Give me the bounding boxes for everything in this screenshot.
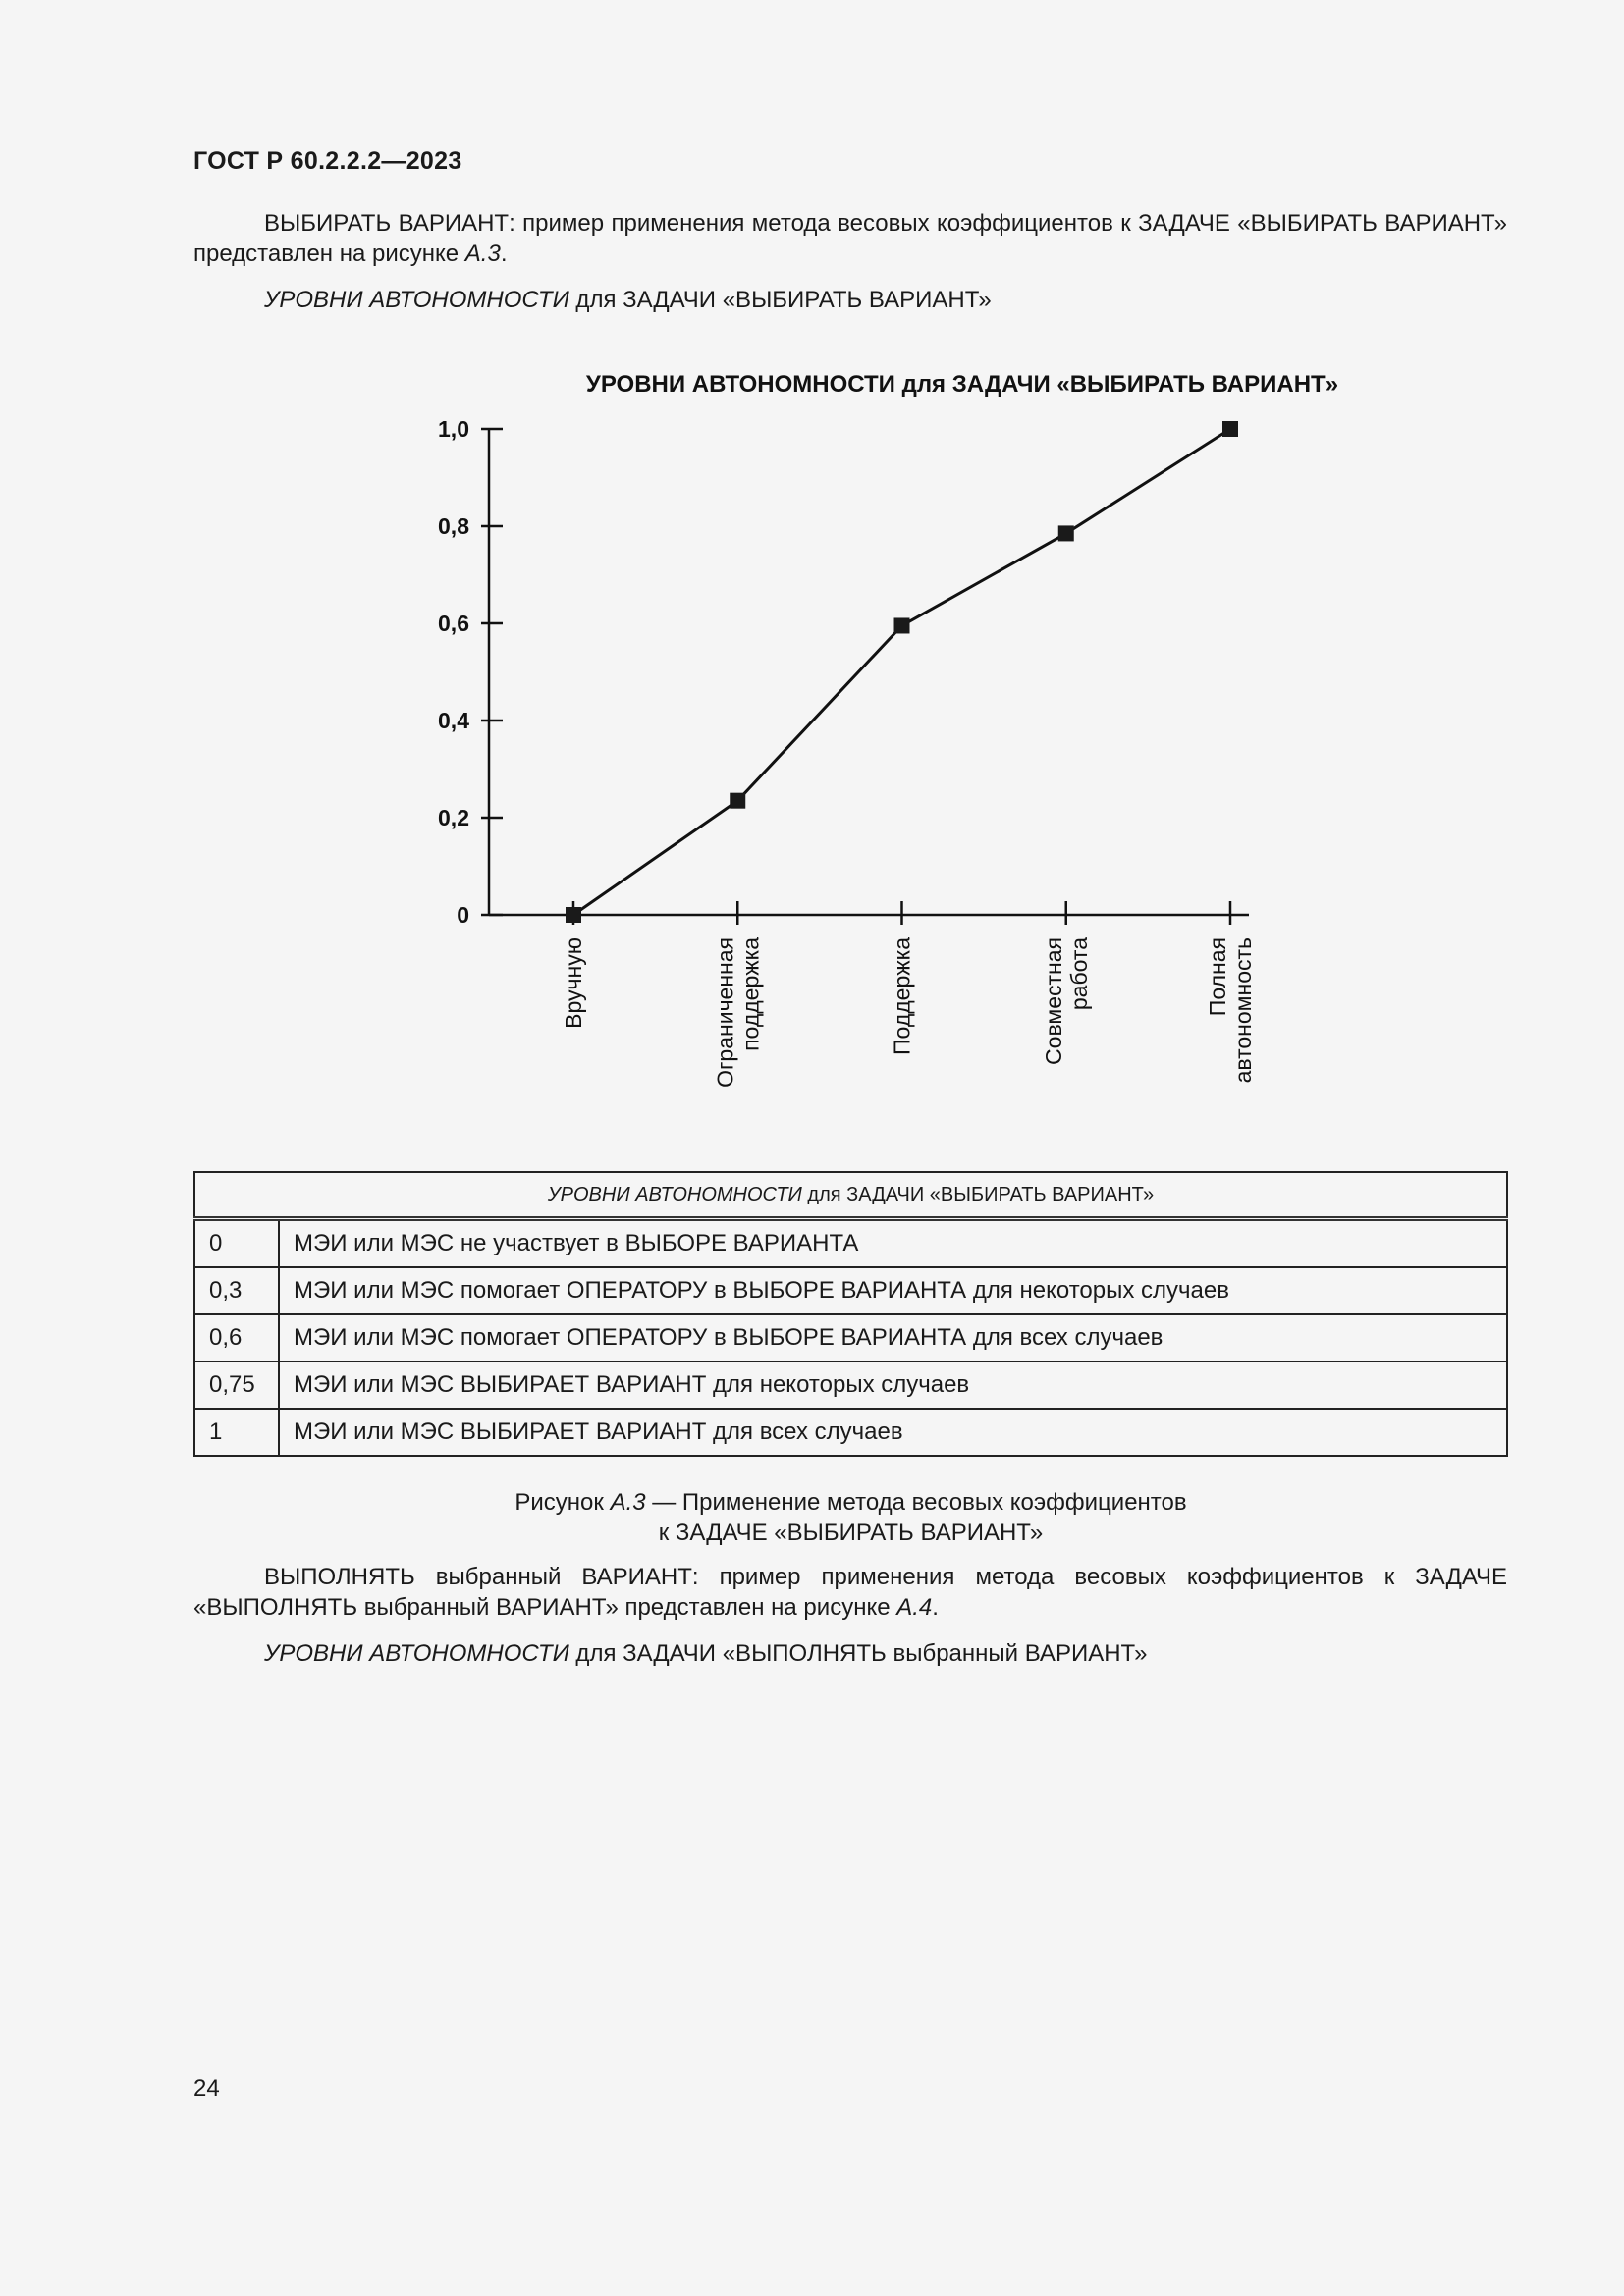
intro-text-end: . [500, 240, 508, 267]
y-axis-ticks [438, 416, 503, 928]
data-point-marker [566, 907, 581, 923]
table-header-row [194, 1172, 1507, 1219]
level-description: МЭИ или МЭС ВЫБИРАЕТ ВАРИАНТ для всех случаев [279, 1409, 1507, 1456]
caption-figure-ref: А.3 [610, 1489, 646, 1516]
data-point-marker [730, 793, 745, 809]
y-tick-label: 0,8 [438, 513, 469, 539]
y-tick-label: 0,2 [438, 805, 469, 830]
x-tick-label: автономность [1230, 937, 1256, 1084]
x-tick-label: Полная [1205, 937, 1230, 1017]
level-description: МЭИ или МЭС не участвует в ВЫБОРЕ ВАРИАНТА [279, 1219, 1507, 1268]
x-tick-label: поддержка [737, 937, 764, 1051]
caption-line-2: к ЗАДАЧЕ «ВЫБИРАТЬ ВАРИАНТ» [658, 1520, 1044, 1546]
outro-figure-ref: А.4 [896, 1594, 933, 1621]
x-tick-label: работа [1065, 937, 1092, 1011]
figure-caption [193, 1487, 1508, 1548]
intro-subtitle-rest: для ЗАДАЧИ «ВЫБИРАТЬ ВАРИАНТ» [568, 287, 992, 313]
x-tick-label: Вручную [561, 937, 586, 1029]
level-value: 1 [194, 1409, 279, 1456]
y-tick-label: 0 [457, 902, 469, 928]
outro-subtitle-rest: для ЗАДАЧИ «ВЫПОЛНЯТЬ выбранный ВАРИАНТ» [568, 1640, 1148, 1667]
y-tick-label: 1,0 [438, 416, 469, 442]
table-row [194, 1219, 1507, 1268]
table-header-rest: для ЗАДАЧИ «ВЫБИРАТЬ ВАРИАНТ» [801, 1183, 1155, 1205]
chart-title: УРОВНИ АВТОНОМНОСТИ для ЗАДАЧИ «ВЫБИРАТЬ ВАРИАНТ» [585, 371, 1339, 398]
caption-title: — Применение метода весовых коэффициентов [645, 1489, 1187, 1516]
outro-text-end: . [932, 1594, 939, 1621]
intro-figure-ref: А.3 [464, 240, 501, 267]
series-line [573, 429, 1230, 915]
autonomy-chart [0, 0, 1624, 1139]
x-tick-label: Совместная [1040, 937, 1066, 1065]
level-description: МЭИ или МЭС помогает ОПЕРАТОРУ в ВЫБОРЕ ВАРИАНТА для всех случаев [279, 1314, 1507, 1362]
intro-text: ВЫБИРАТЬ ВАРИАНТ: пример применения метода весовых коэффициентов к ЗАДАЧЕ «ВЫБИРАТЬ ВАРИАНТ» представлен на рисунке [193, 210, 1507, 267]
level-value: 0,75 [194, 1362, 279, 1409]
page-number: 24 [193, 2075, 220, 2102]
level-description: МЭИ или МЭС помогает ОПЕРАТОРУ в ВЫБОРЕ ВАРИАНТА для некоторых случаев [279, 1267, 1507, 1314]
level-value: 0,6 [194, 1314, 279, 1362]
x-axis-ticks [561, 901, 1256, 1088]
data-point-marker [1058, 525, 1074, 541]
intro-subtitle-italic: УРОВНИ АВТОНОМНОСТИ [264, 287, 569, 313]
x-tick-label: Поддержка [889, 937, 915, 1055]
autonomy-levels-table [193, 1171, 1508, 1457]
caption-prefix: Рисунок [514, 1489, 611, 1516]
y-tick-label: 0,6 [438, 611, 469, 636]
y-tick-label: 0,4 [438, 708, 469, 733]
data-point-marker [894, 617, 910, 633]
outro-text: ВЫПОЛНЯТЬ выбранный ВАРИАНТ: пример применения метода весовых коэффициентов к ЗАДАЧЕ «ВЫПОЛНЯТЬ выбранный ВАРИАНТ» представлен на рисунке [193, 1564, 1507, 1621]
table-header [194, 1172, 1507, 1219]
caption-line-1 [193, 1487, 1508, 1518]
x-tick-label: Ограниченная [712, 937, 738, 1088]
table-row [194, 1409, 1507, 1456]
level-value: 0,3 [194, 1267, 279, 1314]
table-row [194, 1362, 1507, 1409]
outro-subtitle-italic: УРОВНИ АВТОНОМНОСТИ [264, 1640, 569, 1667]
document-id: ГОСТ Р 60.2.2.2—2023 [193, 147, 462, 175]
level-value: 0 [194, 1219, 279, 1268]
outro-paragraph [193, 1562, 1507, 1623]
table-row [194, 1314, 1507, 1362]
table-header-italic: УРОВНИ АВТОНОМНОСТИ [547, 1183, 802, 1205]
chart-axes [489, 429, 1249, 915]
outro-subtitle [264, 1638, 1148, 1669]
data-point-marker [1222, 421, 1238, 437]
table-row [194, 1267, 1507, 1314]
chart-series [566, 421, 1238, 923]
level-description: МЭИ или МЭС ВЫБИРАЕТ ВАРИАНТ для некоторых случаев [279, 1362, 1507, 1409]
